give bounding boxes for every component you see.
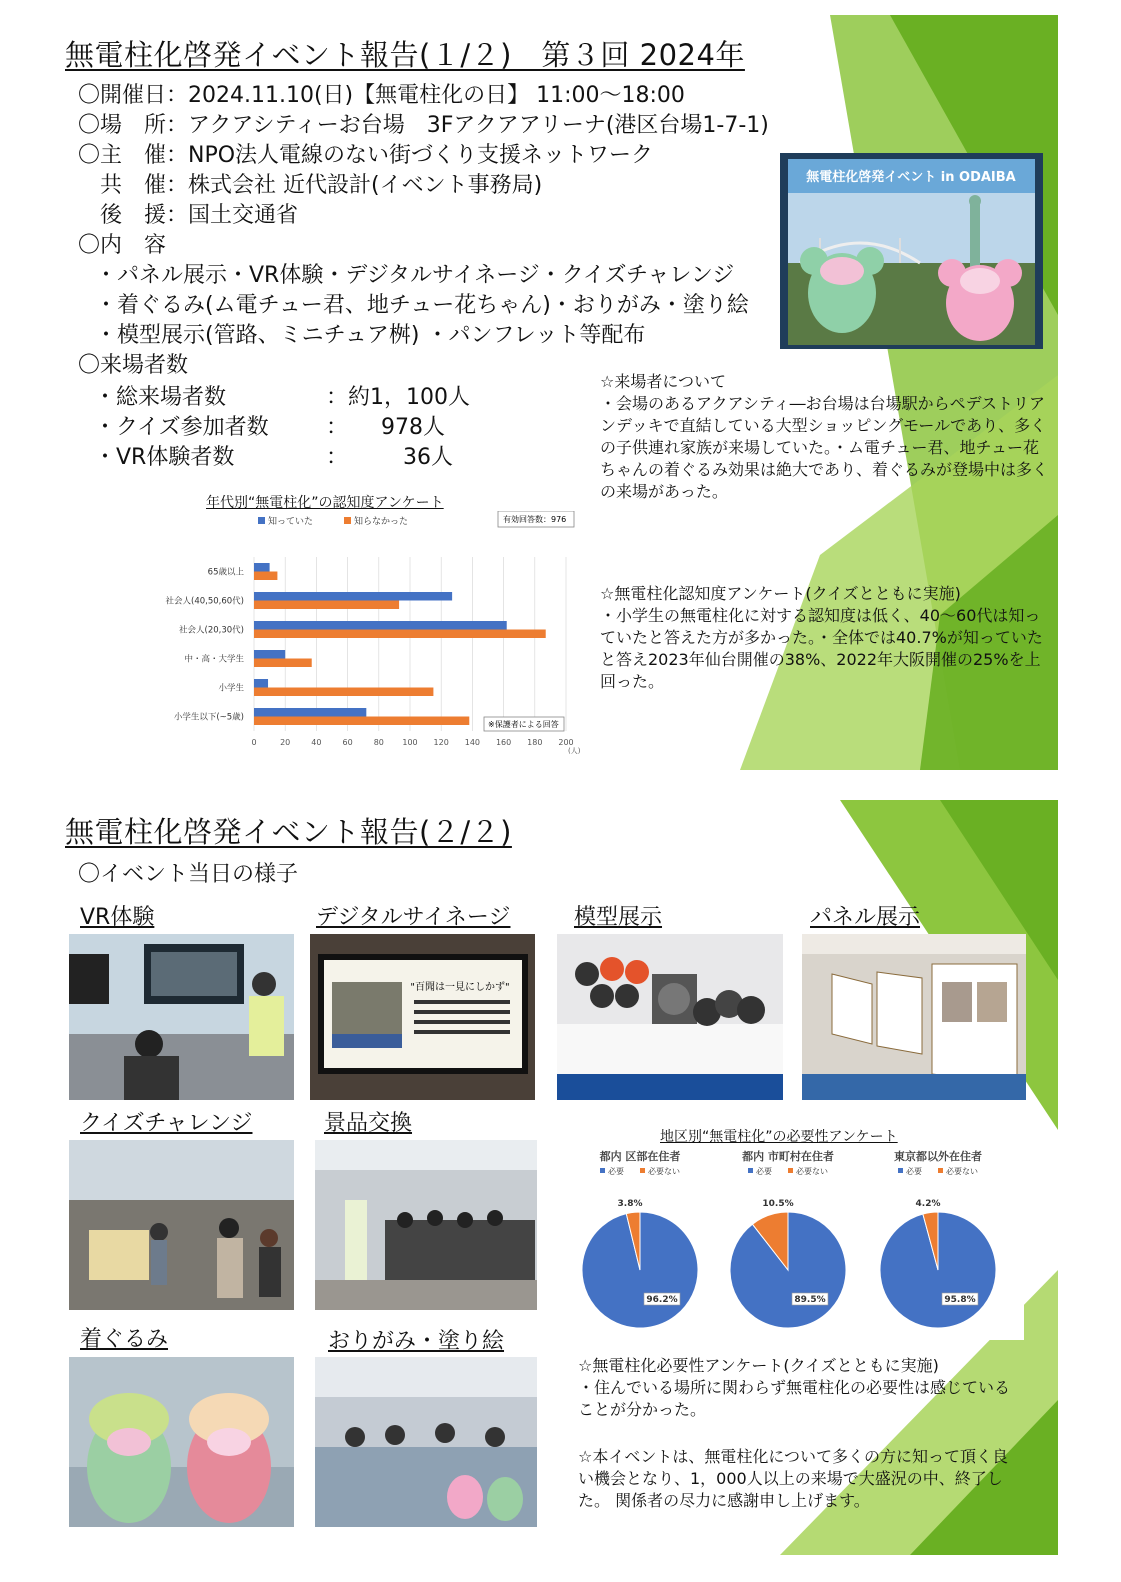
model-photo — [557, 934, 783, 1100]
category-label-4: 小学生 — [218, 683, 244, 694]
x-tick-6: 120 — [433, 738, 449, 747]
visitors-total-label: ・総来場者数 — [94, 385, 227, 410]
note-necessity — [578, 1355, 1023, 1421]
note-necessity-body: ・住んでいる場所に関わらず無電柱化の必要性は感じていることが分かった。 — [578, 1378, 1011, 1419]
label-quiz: クイズチャレンジ — [80, 1111, 253, 1136]
bar-0-2 — [254, 621, 507, 630]
pie-label-main-0: 96.2% — [646, 1295, 678, 1305]
pie-legend-label-0-1: 必要ない — [648, 1167, 680, 1176]
bar-1-1 — [254, 601, 399, 610]
x-tick-2: 40 — [311, 738, 322, 747]
bar-1-5 — [254, 717, 469, 726]
legend-label-0: 知っていた — [268, 517, 314, 527]
event-banner-photo — [780, 153, 1043, 349]
note-visitors-heading: ☆来場者について — [600, 372, 727, 391]
info-contents-2: ・着ぐるみ(ム電チュー君、地チュー花ちゃん)・おりがみ・塗り絵 — [88, 293, 749, 318]
category-label-2: 社会人(20,30代) — [179, 625, 244, 636]
info-visitors-heading: 〇来場者数 — [78, 353, 189, 378]
bar-1-4 — [254, 688, 433, 697]
pie-label-main-1: 89.5% — [794, 1295, 826, 1305]
label-vr: VR体験 — [80, 905, 155, 930]
note-awareness-body: ・小学生の無電柱化に対する認知度は低く、40～60代は知っていたと答えた方が多かった。・全体では40.7%が知っていたと答え2023年仙台開催の38%、2022年大阪開催の25%を上回った。 — [600, 606, 1043, 691]
banner-text: 無電柱化啓発イベント in ODAIBA — [806, 170, 1016, 185]
x-tick-8: 160 — [495, 738, 512, 747]
slide-1-title: 無電柱化啓発イベント報告(１/２) 第３回 2024年 — [65, 38, 745, 72]
bar-chart-svg — [86, 511, 586, 767]
bar-0-3 — [254, 650, 285, 659]
pie-legend-swatch-2-1 — [938, 1168, 943, 1173]
category-label-0: 65歳以上 — [207, 567, 244, 578]
pie-chart-title: 地区別“無電柱化”の必要性アンケート — [660, 1129, 898, 1145]
note-conclusion: ☆本イベントは、無電柱化について多くの方に知って頂く良い機会となり、1，000人以上の来場で大盛況の中、終了した。 関係者の尽力に感謝申し上げます。 — [578, 1447, 1009, 1510]
bar-0-5 — [254, 708, 366, 717]
necessity-pie-chart — [572, 1122, 1024, 1340]
info-organizer: 〇主 催：NPO法人電線のない街づくり支援ネットワーク — [78, 143, 654, 168]
awareness-bar-chart — [86, 487, 586, 767]
x-tick-3: 60 — [342, 738, 353, 747]
slide-2-title: 無電柱化啓発イベント報告(２/２) — [65, 815, 512, 849]
origami-photo — [315, 1357, 537, 1527]
category-label-5: 小学生以下(~5歳) — [173, 712, 244, 723]
x-tick-10: 200 — [558, 738, 574, 747]
x-tick-0: 0 — [251, 738, 257, 747]
pie-legend-swatch-2-0 — [898, 1168, 903, 1173]
info-date: 〇開催日：2024.11.10(日)【無電柱化の日】 11:00～18:00 — [78, 83, 685, 108]
x-tick-5: 100 — [402, 738, 418, 747]
category-label-1: 社会人(40,50,60代) — [165, 596, 244, 607]
x-tick-7: 140 — [464, 738, 481, 747]
info-cosponsor: 共 催：株式会社 近代設計(イベント事務局) — [78, 173, 543, 198]
pie-legend-label-1-0: 必要 — [756, 1167, 772, 1176]
costume-photo — [69, 1357, 294, 1527]
slide-2 — [60, 800, 1058, 1555]
total-annotation: 有効回答数：976 — [503, 515, 567, 524]
note-awareness — [600, 583, 1050, 693]
note-annotation: ※保護者による回答 — [488, 720, 559, 729]
pie-legend-label-2-1: 必要ない — [946, 1167, 978, 1176]
visitors-total-value: ：約1，100人 — [326, 385, 470, 410]
label-prize: 景品交換 — [324, 1111, 413, 1136]
signage-photo — [310, 934, 535, 1100]
pie-legend-swatch-1-1 — [788, 1168, 793, 1173]
label-signage: デジタルサイネージ — [316, 905, 511, 930]
note-visitors — [600, 371, 1050, 503]
visitors-vr-value: ： 36人 — [326, 445, 453, 470]
x-tick-9: 180 — [527, 738, 543, 747]
pie-label-small-1: 10.5% — [762, 1199, 794, 1209]
note-awareness-heading: ☆無電柱化認知度アンケート(クイズとともに実施) — [600, 584, 961, 603]
pie-legend-label-2-0: 必要 — [906, 1167, 922, 1176]
pie-legend-swatch-1-0 — [748, 1168, 753, 1173]
legend-swatch-0 — [258, 517, 265, 524]
bar-chart-title: 年代別“無電柱化”の認知度アンケート — [206, 495, 444, 511]
panel-photo — [802, 934, 1026, 1100]
bar-0-4 — [254, 679, 268, 688]
x-tick-1: 20 — [280, 738, 291, 747]
signage-quote: "百聞は一見にしかず" — [410, 982, 510, 993]
pie-chart-svg — [572, 1148, 1024, 1340]
quiz-photo — [69, 1140, 294, 1310]
slide-2-subtitle: 〇イベント当日の様子 — [78, 862, 299, 887]
visitors-quiz-label: ・クイズ参加者数 — [94, 415, 269, 440]
bar-1-3 — [254, 659, 312, 668]
visitors-quiz-value: ： 978人 — [326, 415, 445, 440]
legend-label-1: 知らなかった — [354, 517, 409, 527]
bar-0-1 — [254, 592, 452, 601]
bar-0-0 — [254, 563, 270, 572]
label-panel: パネル展示 — [810, 905, 921, 930]
label-origami: おりがみ・塗り絵 — [328, 1329, 505, 1354]
info-support: 後 援：国土交通省 — [78, 203, 299, 228]
note-necessity-heading: ☆無電柱化必要性アンケート(クイズとともに実施) — [578, 1356, 939, 1375]
legend-swatch-1 — [344, 517, 351, 524]
prize-photo — [315, 1140, 537, 1310]
pie-title-0: 都内 区部在住者 — [599, 1150, 681, 1163]
pie-label-small-0: 3.8% — [617, 1199, 643, 1209]
info-contents-1: ・パネル展示・VR体験・デジタルサイネージ・クイズチャレンジ — [88, 263, 735, 288]
label-costume: 着ぐるみ — [80, 1327, 169, 1352]
category-label-3: 中・高・大学生 — [184, 654, 244, 665]
slide-1 — [60, 15, 1058, 770]
visitors-vr-label: ・VR体験者数 — [94, 445, 235, 470]
label-model: 模型展示 — [574, 905, 663, 930]
info-venue: 〇場 所：アクアシティーお台場 3Fアクアアリーナ(港区台場1-7-1) — [78, 113, 769, 138]
bar-1-2 — [254, 630, 546, 639]
note-visitors-body: ・会場のあるアクアシティ―お台場は台場駅からペデストリアンデッキで直結している大型ショッピングモールであり、多くの子供連れ家族が来場していた。・ム電チュー君、地チュー花ちゃんの着ぐるみ効果は絶大であり、着ぐるみが登場中は多くの来場があった。 — [600, 394, 1049, 501]
pie-label-small-2: 4.2% — [915, 1199, 941, 1209]
pie-legend-label-0-0: 必要 — [608, 1167, 624, 1176]
pie-legend-swatch-0-0 — [600, 1168, 605, 1173]
x-unit: (人) — [568, 747, 581, 755]
pie-title-2: 東京都以外在住者 — [894, 1150, 982, 1163]
info-contents-3: ・模型展示(管路、ミニチュア桝) ・パンフレット等配布 — [88, 323, 646, 348]
pie-legend-label-1-1: 必要ない — [796, 1167, 828, 1176]
pie-label-main-2: 95.8% — [944, 1295, 976, 1305]
info-contents-heading: 〇内 容 — [78, 233, 167, 258]
vr-photo — [69, 934, 294, 1100]
bar-1-0 — [254, 572, 277, 581]
pie-title-1: 都内 市町村在住者 — [742, 1150, 834, 1163]
pie-legend-swatch-0-1 — [640, 1168, 645, 1173]
x-tick-4: 80 — [373, 738, 384, 747]
